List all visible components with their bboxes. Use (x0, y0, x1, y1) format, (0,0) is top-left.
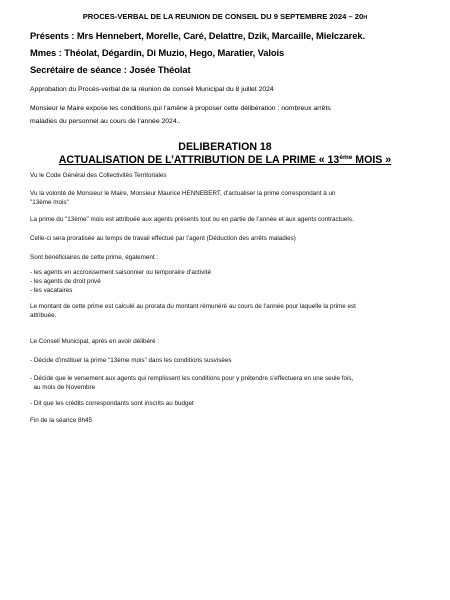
conseil-line: Le Conseil Municipal, après en avoir délibéré : (30, 338, 160, 345)
montant-line-2: attribuée. (30, 312, 57, 319)
list-item: - les agents en accroissement saisonnier ou temporaire d’activité (30, 269, 211, 276)
subject-superscript: ème (339, 154, 353, 161)
present-mmes: Mmes : Théolat, Dégardin, Di Muzio, Hego, Maratier, Valois (30, 47, 285, 58)
budget-line: - Dit que les crédits correspondants sont inscrits au budget (30, 400, 194, 407)
prime-attribuee-line: La prime du "13ème" mois est attribuée aux agents présents tout ou en partie de l’année et aux agents contractuels. (30, 216, 354, 223)
list-item: - les agents de droit privé (30, 278, 101, 285)
title-hour-suffix: H (363, 15, 368, 21)
subject-prefix: ACTUALISATION DE L’ATTRIBUTION DE LA PRIME « 13 (58, 154, 340, 166)
page-title (0, 12, 450, 21)
subject-suffix: MOIS » (352, 154, 392, 166)
deliberation-number: DELIBERATION 18 (178, 141, 272, 153)
proratisee-line: Celle-ci sera proratisée au temps de travail effectué par l’agent (Déduction des arrêts maladies) (30, 235, 296, 242)
mayor-exposition-line-1: Monsieur le Maire expose les conditions qui l’amène à proposer cette délibération : nombreux arrêts (30, 105, 331, 112)
decide-institute-line: - Décide d’instituer la prime "13ème mois" dans les conditions susvisées (30, 357, 232, 364)
session-end-line: Fin de la séance 8h45 (30, 417, 92, 424)
decide-versement-line-1: - Décide que le versement aux agents qui remplissent les conditions pour y prétendre s’effectuera en une seule fois, (30, 375, 354, 382)
volonte-line-2: "13ème mois" (30, 199, 69, 206)
mayor-exposition-line-2: maladies du personnel au cours de l’année 2024.. (30, 118, 181, 125)
deliberation-subject (0, 154, 450, 166)
beneficiaires-line: Sont bénéficiaires de cette prime, également : (30, 254, 159, 261)
volonte-line-1: Vu la volonté de Monsieur le Maire, Monsieur Maurice HENNEBERT, d’actualiser la prime correspondant à un (30, 190, 336, 197)
vu-code-line: Vu le Code Général des Collectivités Territoriales (30, 172, 167, 179)
list-item: - les vacataires (30, 287, 73, 294)
title-text: PROCES-VERBAL DE LA REUNION DE CONSEIL DU 9 SEPTEMBRE 2024 – 20 (82, 12, 364, 21)
present-members: Présents : Mrs Hennebert, Morelle, Caré, Delattre, Dzik, Marcaille, Mielczarek. (30, 30, 365, 41)
approval-line: Approbation du Procès-verbal de la réunion de conseil Municipal du 8 juillet 2024 (30, 86, 274, 93)
decide-versement-line-2: au mois de Novembre (30, 384, 96, 391)
session-secretary: Secrétaire de séance : Josée Théolat (30, 64, 191, 75)
montant-line-1: Le montant de cette prime est calculé au prorata du montant rémunéré au cours de l’année pour laquelle la prime est (30, 303, 356, 310)
